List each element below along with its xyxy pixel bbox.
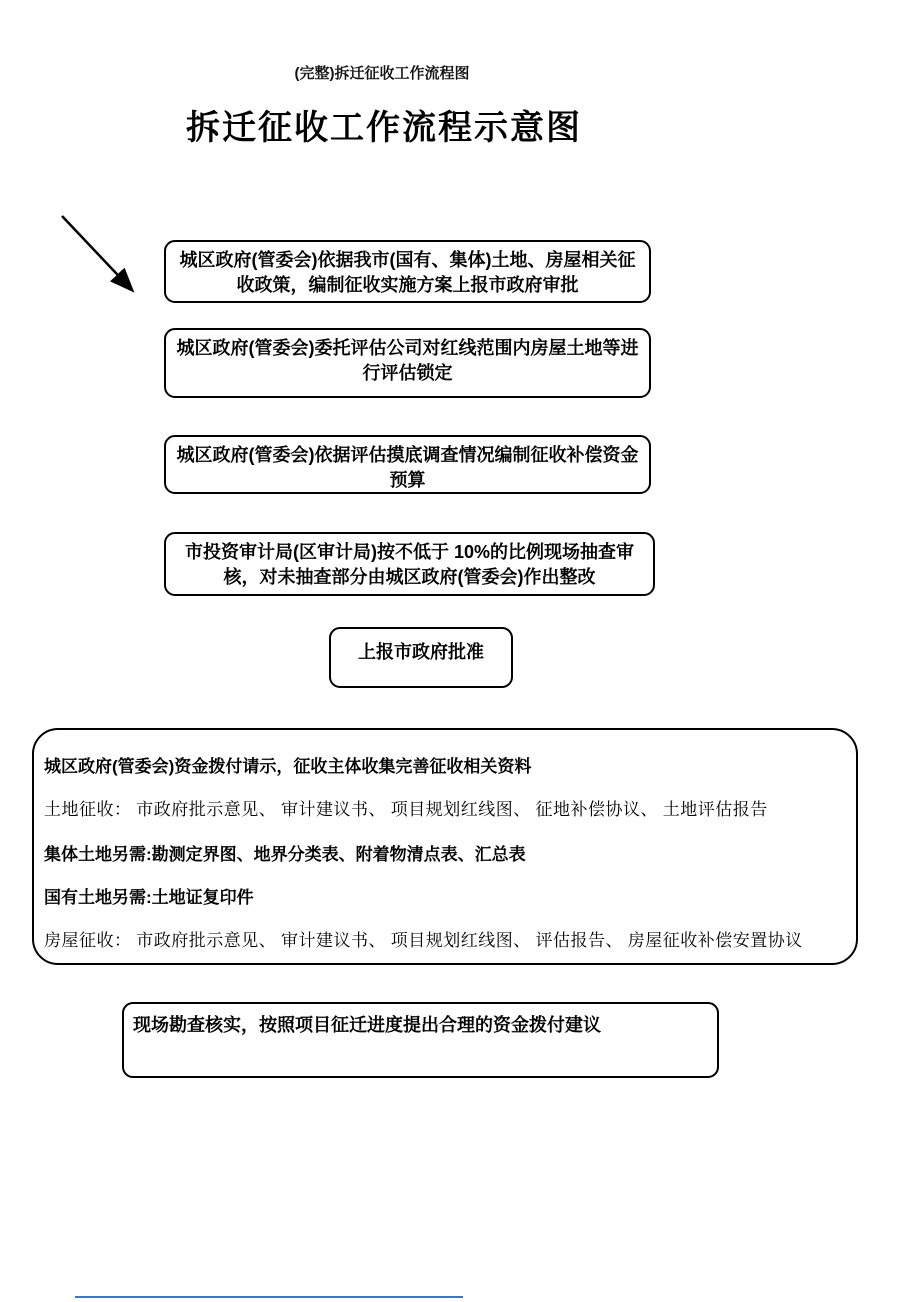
flow-step-label: 城区政府(管委会)依据我市(国有、集体)土地、房屋相关征收政策，编制征收实施方案上报市政府审批 — [179, 250, 636, 295]
flow-step-label: 城区政府(管委会)委托评估公司对红线范围内房屋土地等进行评估锁定 — [176, 338, 639, 383]
flow-step-label: 上报市政府批准 — [358, 642, 484, 662]
materials-line-housing: 房屋征收： 市政府批示意见、 审计建议书、 项目规划红线图、 评估报告、 房屋征收补偿安置协议 — [44, 931, 803, 950]
flow-step-approval-box — [329, 627, 513, 688]
site-verification-box — [122, 1002, 719, 1078]
flow-step-label: 现场勘查核实，按照项目征迁进度提出合理的资金拨付建议 — [133, 1015, 601, 1035]
flow-step-budget-box — [164, 435, 651, 494]
document-meta-title: (完整)拆迁征收工作流程图 — [294, 65, 470, 82]
flow-step-audit-sampling-box — [164, 532, 655, 596]
materials-line-collective-land: 集体土地另需:勘测定界图、地界分类表、附着物清点表、汇总表 — [44, 845, 526, 864]
materials-requirements-box — [32, 728, 858, 965]
flow-step-label: 城区政府(管委会)依据评估摸底调查情况编制征收补偿资金预算 — [176, 445, 639, 490]
flow-step-appraisal-lock-box — [164, 328, 651, 398]
diagonal-arrow-icon — [28, 186, 148, 306]
flow-step-label: 市投资审计局(区审计局)按不低于 10%的比例现场抽查审核，对未抽查部分由城区政府(管委会)作出整改 — [184, 542, 634, 587]
bottom-accent-line — [75, 1296, 463, 1298]
materials-line-state-land: 国有土地另需:土地证复印件 — [44, 888, 254, 907]
flow-step-draft-plan-box — [164, 240, 651, 303]
page-title: 拆迁征收工作流程示意图 — [186, 109, 582, 147]
materials-line-land: 土地征收： 市政府批示意见、 审计建议书、 项目规划红线图、 征地补偿协议、 土地评估报告 — [44, 800, 768, 819]
materials-header: 城区政府(管委会)资金拨付请示，征收主体收集完善征收相关资料 — [44, 757, 532, 776]
